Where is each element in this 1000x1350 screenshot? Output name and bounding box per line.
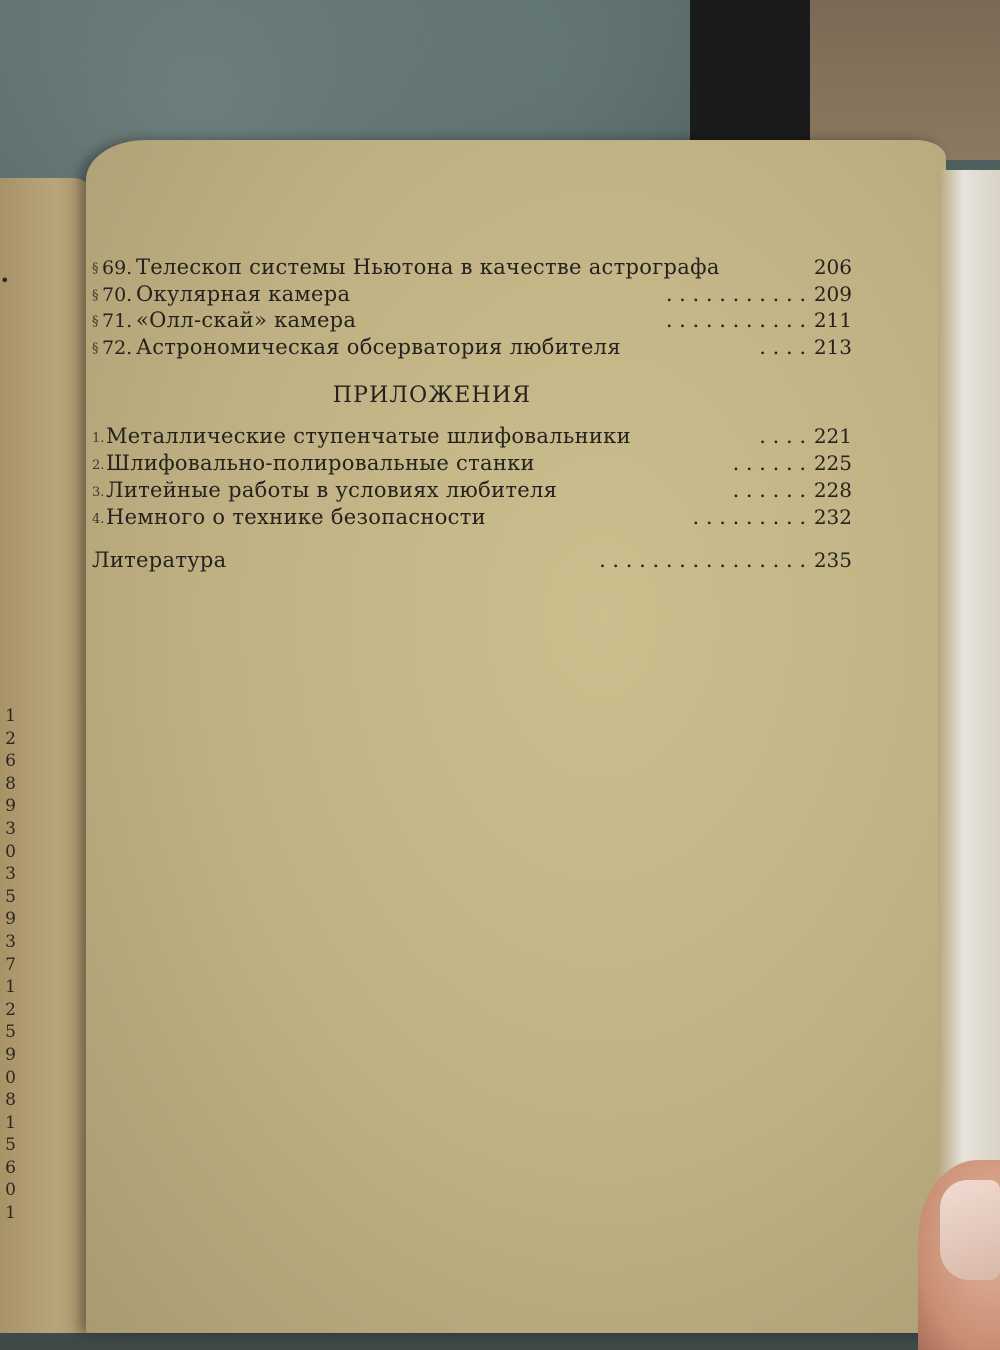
toc-entry xyxy=(92,308,852,335)
left-page-number: 9 xyxy=(5,909,16,930)
entry-page: 211 xyxy=(813,308,852,332)
leader-dots: . . . . . . . . . . . xyxy=(665,308,806,332)
left-page-number: 2 xyxy=(5,728,16,749)
left-page-number: 5 xyxy=(5,1135,16,1156)
leader-dots: . . . . . . xyxy=(732,478,806,502)
leader-dots: . . . . . . xyxy=(732,451,806,475)
left-page-number: 6 xyxy=(5,1157,16,1178)
entry-number: 2. xyxy=(92,458,105,473)
left-page-number: 1 xyxy=(5,1203,16,1224)
leader-dots: . . . . xyxy=(759,334,806,359)
appendix-entry xyxy=(92,505,852,532)
table-of-contents xyxy=(92,255,852,578)
appendix-entry xyxy=(92,424,852,451)
leader-dots: . . . . xyxy=(759,424,806,448)
left-page-marks: • xyxy=(0,271,10,290)
left-page-number: 1 xyxy=(5,1112,16,1133)
entry-page: 228 xyxy=(813,478,852,502)
entry-title: Телескоп системы Ньютона в качестве астрографа xyxy=(136,255,720,279)
rug-background xyxy=(810,0,1000,160)
entry-page: 206 xyxy=(813,255,852,279)
entry-title: Окулярная камера xyxy=(136,281,351,306)
entry-title: Литература xyxy=(92,548,227,572)
entry-title: «Олл-скай» камера xyxy=(136,308,357,332)
entry-title: Металлические ступенчатые шлифовальники xyxy=(106,424,631,448)
entry-number: 71. xyxy=(102,310,133,332)
left-page-numbers xyxy=(0,705,16,1225)
toc-entry xyxy=(92,255,852,282)
left-page-number: 9 xyxy=(5,1044,16,1065)
left-page-number: 0 xyxy=(5,1180,16,1201)
appendix-entry xyxy=(92,451,852,478)
leader-dots: . . . . . . . . . xyxy=(692,505,806,529)
entry-page: 213 xyxy=(813,334,852,359)
left-page-number: 8 xyxy=(5,1090,16,1111)
left-page-number: 0 xyxy=(5,1067,16,1088)
entry-number: 3. xyxy=(92,485,105,500)
left-page-number: 9 xyxy=(5,796,16,817)
entry-page: 235 xyxy=(813,548,852,572)
section-sign: § xyxy=(92,261,99,276)
left-page-number: 0 xyxy=(5,841,16,862)
dark-band-background xyxy=(690,0,810,150)
left-page-number: 5 xyxy=(5,886,16,907)
entry-number: 70. xyxy=(102,283,133,306)
appendix-entry xyxy=(92,478,852,505)
page-edge xyxy=(938,170,1000,1333)
leader-dots: . . . . . . . . . . . . . . . . xyxy=(599,548,806,572)
entry-title: Немного о технике безопасности xyxy=(106,505,486,529)
section-sign: § xyxy=(92,314,99,329)
leader-dots: . . . . . . . . . . . xyxy=(665,281,806,306)
entry-page: 221 xyxy=(813,424,852,448)
entry-title: Астрономическая обсерватория любителя xyxy=(136,334,621,359)
thumb-nail xyxy=(940,1180,1000,1280)
left-page-number: 1 xyxy=(5,977,16,998)
left-page-number: 3 xyxy=(5,864,16,885)
section-sign: § xyxy=(92,340,99,356)
entry-title: Шлифовально-полировальные станки xyxy=(106,451,535,475)
literature-entry xyxy=(92,548,852,578)
left-page-number: 3 xyxy=(5,931,16,952)
entry-number: 4. xyxy=(92,512,105,527)
entry-number: 1. xyxy=(92,431,105,446)
entry-page: 232 xyxy=(813,505,852,529)
entry-title: Литейные работы в условиях любителя xyxy=(106,478,558,502)
toc-entry xyxy=(92,282,852,309)
left-page-number: 6 xyxy=(5,751,16,772)
entry-number: 69. xyxy=(102,257,133,279)
left-page-number: 7 xyxy=(5,954,16,975)
entry-number: 72. xyxy=(102,336,133,359)
left-page-number: 3 xyxy=(5,818,16,839)
left-page-number: 8 xyxy=(5,773,16,794)
entry-page: 209 xyxy=(813,281,852,306)
toc-entry xyxy=(92,335,852,362)
entry-page: 225 xyxy=(813,451,852,475)
left-page-number: 2 xyxy=(5,999,16,1020)
appendix-heading: ПРИЛОЖЕНИЯ xyxy=(332,383,532,408)
left-page-number: 5 xyxy=(5,1022,16,1043)
left-page-number: 1 xyxy=(5,706,16,726)
section-sign: § xyxy=(92,287,99,303)
